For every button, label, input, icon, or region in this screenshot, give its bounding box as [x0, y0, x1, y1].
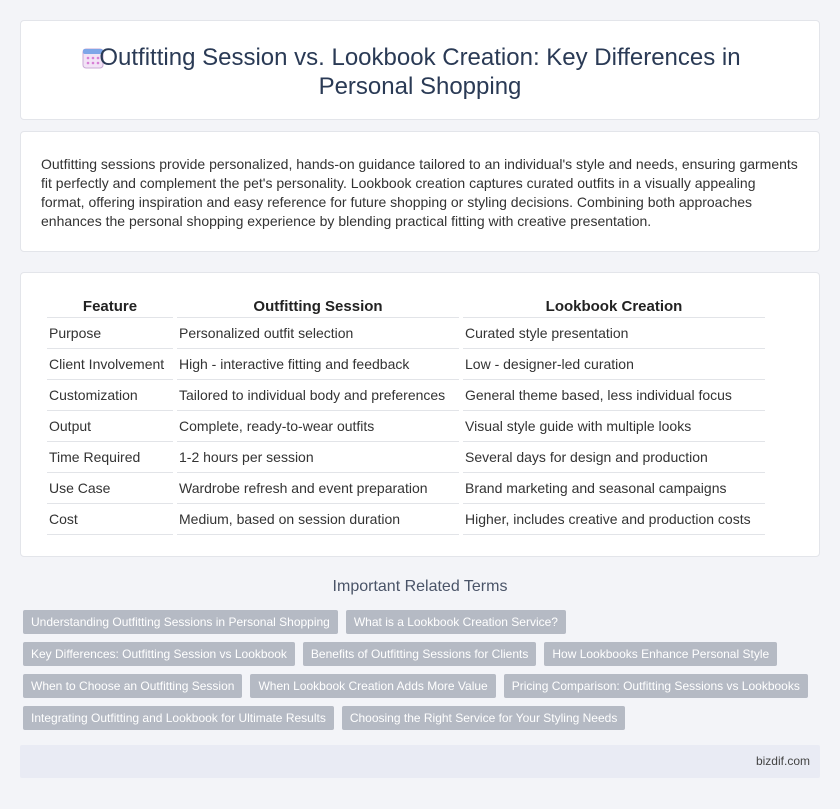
tag-row [23, 706, 823, 730]
table-cell-outfitting: Tailored to individual body and preferences [177, 380, 459, 411]
table-cell-lookbook: Curated style presentation [463, 318, 765, 349]
table-cell-lookbook: Visual style guide with multiple looks [463, 411, 765, 442]
related-term-tag[interactable]: Integrating Outfitting and Lookbook for Ultimate Results [23, 706, 334, 730]
comparison-table-card [20, 272, 820, 557]
table-cell-feature: Output [47, 411, 173, 442]
header-card [20, 20, 820, 120]
intro-card [20, 131, 820, 252]
related-term-tag[interactable]: Key Differences: Outfitting Session vs Lookbook [23, 642, 295, 666]
related-term-tag[interactable]: Pricing Comparison: Outfitting Sessions vs Lookbooks [504, 674, 808, 698]
table-row [47, 442, 765, 473]
table-cell-lookbook: Low - designer-led curation [463, 349, 765, 380]
related-term-tag[interactable]: What is a Lookbook Creation Service? [346, 610, 566, 634]
table-row [47, 349, 765, 380]
table-cell-outfitting: Wardrobe refresh and event preparation [177, 473, 459, 504]
related-term-tag[interactable]: When to Choose an Outfitting Session [23, 674, 242, 698]
table-cell-lookbook: General theme based, less individual focus [463, 380, 765, 411]
table-cell-lookbook: Higher, includes creative and production costs [463, 504, 765, 535]
table-cell-outfitting: Personalized outfit selection [177, 318, 459, 349]
comparison-table [43, 296, 769, 535]
table-cell-feature: Purpose [47, 318, 173, 349]
page-title-line-2: Personal Shopping [318, 73, 522, 100]
column-header-lookbook-creation: Lookbook Creation [463, 296, 765, 318]
related-term-tag[interactable]: Benefits of Outfitting Sessions for Clients [303, 642, 536, 666]
footer-site-link[interactable]: bizdif.com [755, 754, 810, 768]
tag-row [23, 674, 823, 698]
table-cell-lookbook: Brand marketing and seasonal campaigns [463, 473, 765, 504]
intro-paragraph: Outfitting sessions provide personalized, hands-on guidance tailored to an individual's style and needs, ensuring garments fit perfectly and complement the pet's personality. Lookbook creation captures curated outfits in a visually appealing format, offering inspiration and easy reference for future shopping or styling decisions. Combining both approaches enhances the personal shopping experience by blending practical fitting with creative presentation. [41, 156, 798, 229]
table-cell-lookbook: Several days for design and production [463, 442, 765, 473]
related-terms-title: Important Related Terms [332, 578, 508, 595]
table-cell-feature: Cost [47, 504, 173, 535]
related-terms-list [23, 610, 823, 738]
table-row [47, 504, 765, 535]
table-cell-feature: Use Case [47, 473, 173, 504]
footer [20, 745, 820, 778]
table-row [47, 318, 765, 349]
tag-row [23, 642, 823, 666]
table-row [47, 380, 765, 411]
table-cell-feature: Customization [47, 380, 173, 411]
table-cell-outfitting: High - interactive fitting and feedback [177, 349, 459, 380]
table-row [47, 473, 765, 504]
column-header-feature: Feature [47, 296, 173, 318]
related-term-tag[interactable]: How Lookbooks Enhance Personal Style [544, 642, 777, 666]
table-cell-feature: Time Required [47, 442, 173, 473]
related-term-tag[interactable]: Understanding Outfitting Sessions in Personal Shopping [23, 610, 338, 634]
table-cell-outfitting: Complete, ready-to-wear outfits [177, 411, 459, 442]
table-header-row [47, 296, 765, 318]
table-cell-outfitting: Medium, based on session duration [177, 504, 459, 535]
tag-row [23, 610, 823, 634]
table-cell-feature: Client Involvement [47, 349, 173, 380]
related-term-tag[interactable]: When Lookbook Creation Adds More Value [250, 674, 495, 698]
page-title [21, 43, 819, 101]
table-row [47, 411, 765, 442]
table-cell-outfitting: 1-2 hours per session [177, 442, 459, 473]
column-header-outfitting-session: Outfitting Session [177, 296, 459, 318]
page-title-line-1: Outfitting Session vs. Lookbook Creation: Key Differences in [99, 44, 741, 71]
related-term-tag[interactable]: Choosing the Right Service for Your Styling Needs [342, 706, 626, 730]
